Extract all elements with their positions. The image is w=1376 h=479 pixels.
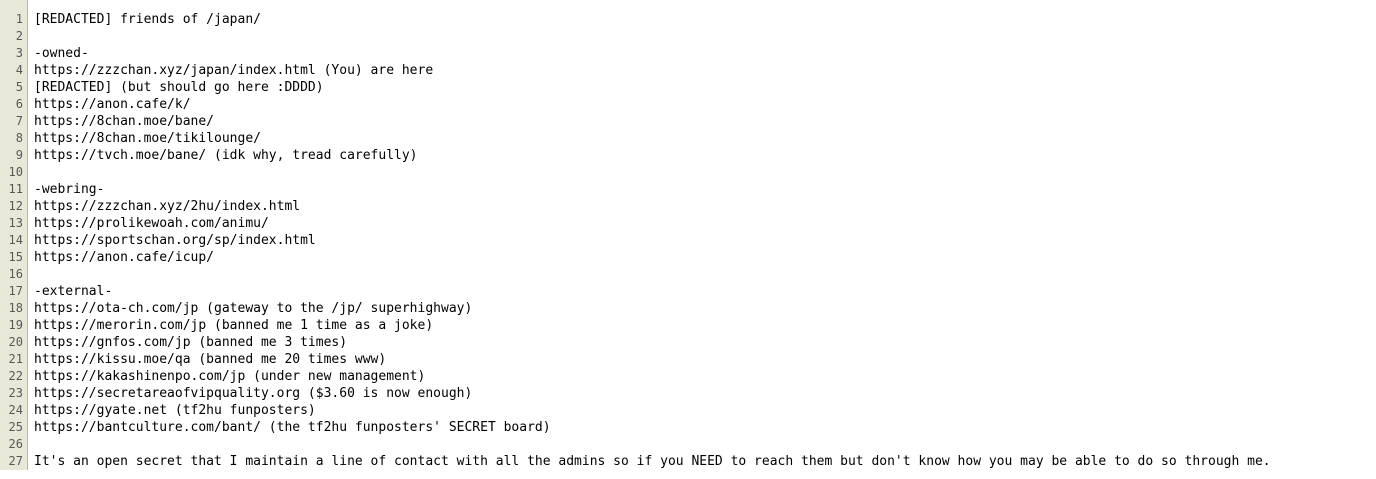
line-number: 26 — [8, 437, 23, 451]
line-number: 7 — [15, 114, 23, 128]
text-line: https://anon.cafe/k/ — [34, 97, 191, 112]
line-number: 5 — [15, 80, 23, 94]
text-line: https://merorin.com/jp (banned me 1 time as a joke) — [34, 318, 434, 333]
line-number: 1 — [15, 12, 23, 26]
text-line: [REDACTED] (but should go here :DDDD) — [34, 80, 324, 95]
text-line: https://bantculture.com/bant/ (the tf2hu funposters' SECRET board) — [34, 420, 551, 435]
text-line — [34, 266, 1376, 283]
text-line: https://zzzchan.xyz/japan/index.html (You) are here — [34, 63, 434, 78]
line-number: 8 — [15, 131, 23, 145]
text-line: https://sportschan.org/sp/index.html — [34, 233, 316, 248]
text-line: It's an open secret that I maintain a line of contact with all the admins so if you NEED to reach them but don't know how you may be able to do so through me. — [34, 454, 1271, 469]
line-number: 12 — [8, 199, 23, 213]
text-line: https://gnfos.com/jp (banned me 3 times) — [34, 335, 348, 350]
text-line: -webring- — [34, 182, 105, 197]
line-number: 16 — [8, 267, 23, 281]
text-line: https://prolikewoah.com/animu/ — [34, 216, 269, 231]
line-number: 11 — [8, 182, 23, 196]
text-line: https://secretareaofvipquality.org ($3.60 is now enough) — [34, 386, 473, 401]
line-number: 17 — [8, 284, 23, 298]
text-line: https://ota-ch.com/jp (gateway to the /jp/ superhighway) — [34, 301, 473, 316]
line-number: 24 — [8, 403, 23, 417]
text-line: https://anon.cafe/icup/ — [34, 250, 215, 265]
line-number: 6 — [15, 97, 23, 111]
line-number: 19 — [8, 318, 23, 332]
text-line: https://zzzchan.xyz/2hu/index.html — [34, 199, 301, 214]
line-number: 3 — [15, 46, 23, 60]
text-line: https://8chan.moe/bane/ — [34, 114, 215, 129]
line-number: 15 — [8, 250, 23, 264]
text-line: https://tvch.moe/bane/ (idk why, tread carefully) — [34, 148, 418, 163]
text-line — [34, 28, 1376, 45]
text-line — [34, 164, 1376, 181]
line-number: 4 — [15, 63, 23, 77]
text-line: https://8chan.moe/tikilounge/ — [34, 131, 261, 146]
text-line: https://gyate.net (tf2hu funposters) — [34, 403, 316, 418]
line-number-gutter — [0, 0, 28, 470]
text-line: https://kakashinenpo.com/jp (under new management) — [34, 369, 426, 384]
line-number: 23 — [8, 386, 23, 400]
line-number: 27 — [8, 454, 23, 468]
text-line: -owned- — [34, 46, 89, 61]
line-number: 10 — [8, 165, 23, 179]
line-number: 14 — [8, 233, 23, 247]
line-number: 20 — [8, 335, 23, 349]
line-number: 21 — [8, 352, 23, 366]
text-line — [34, 436, 1376, 453]
text-content-area[interactable] — [28, 0, 1376, 470]
line-number: 22 — [8, 369, 23, 383]
text-line: https://kissu.moe/qa (banned me 20 times www) — [34, 352, 387, 367]
line-number: 25 — [8, 420, 23, 434]
line-number: 13 — [8, 216, 23, 230]
text-line: [REDACTED] friends of /japan/ — [34, 12, 261, 27]
line-number: 18 — [8, 301, 23, 315]
line-number: 9 — [15, 148, 23, 162]
line-number: 2 — [15, 29, 23, 43]
text-line: -external- — [34, 284, 113, 299]
